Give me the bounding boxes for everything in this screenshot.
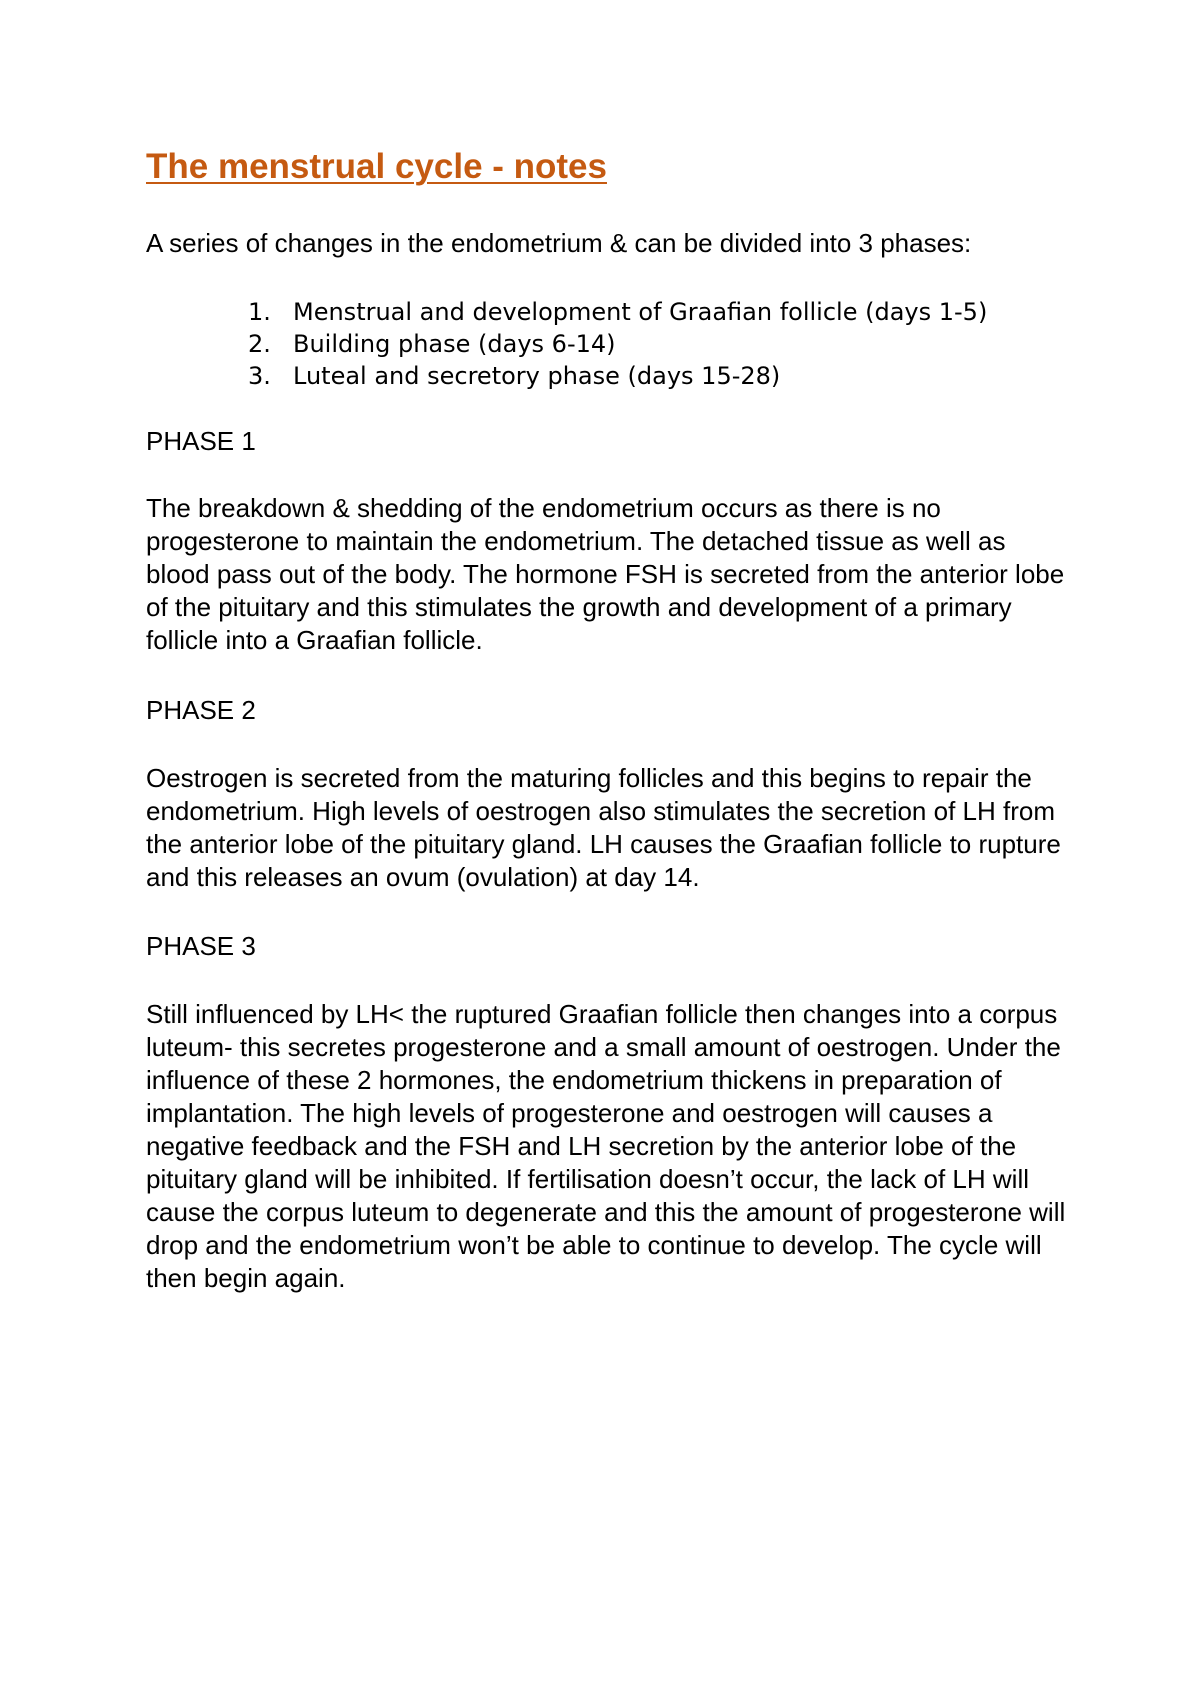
phase-1-paragraph: The breakdown & shedding of the endometrium occurs as there is no progesterone to maintain the endometrium. The detached tissue as well as blood pass out of the body. The hormone FSH is secreted from the anterior lobe of the pituitary and this stimulates the growth and development of a primary follicle into a Graafian follicle.: [146, 493, 1065, 655]
list-item-text: Luteal and secretory phase (days 15-28): [293, 362, 781, 390]
phase-3-paragraph: Still influenced by LH< the ruptured Graafian follicle then changes into a corpus luteum- this secretes progesterone and a small amount of oestrogen. Under the influence of these 2 hormones, the endometrium thickens in preparation of implantation. The high levels of progesterone and oestrogen will causes a negative feedback and the FSH and LH secretion by the anterior lobe of the pituitary gland will be inhibited. If fertilisation doesn’t occur, the lack of LH will cause the corpus luteum to degenerate and this the amount of progesterone will drop and the endometrium won’t be able to continue to develop. The cycle will then begin again.: [146, 999, 1066, 1293]
list-item-number: 2.: [248, 330, 271, 358]
list-item: [248, 328, 1073, 360]
list-item: [248, 360, 1073, 392]
list-item-number: 1.: [248, 298, 271, 326]
phase-1-heading: PHASE 1: [146, 426, 256, 456]
list-item-text: Building phase (days 6-14): [293, 330, 616, 358]
list-item: [248, 296, 1073, 328]
list-item-number: 3.: [248, 362, 271, 390]
phases-list: [248, 296, 1078, 392]
phase-3-heading: PHASE 3: [146, 931, 256, 961]
phase-2-paragraph: Oestrogen is secreted from the maturing follicles and this begins to repair the endometrium. High levels of oestrogen also stimulates the secretion of LH from the anterior lobe of the pituitary gland. LH causes the Graafian follicle to rupture and this releases an ovum (ovulation) at day 14.: [146, 763, 1061, 892]
document-title: The menstrual cycle - notes: [146, 147, 607, 186]
intro-paragraph: A series of changes in the endometrium & can be divided into 3 phases:: [146, 228, 972, 258]
list-item-text: Menstrual and development of Graafian follicle (days 1-5): [293, 298, 988, 326]
phase-2-heading: PHASE 2: [146, 695, 256, 725]
